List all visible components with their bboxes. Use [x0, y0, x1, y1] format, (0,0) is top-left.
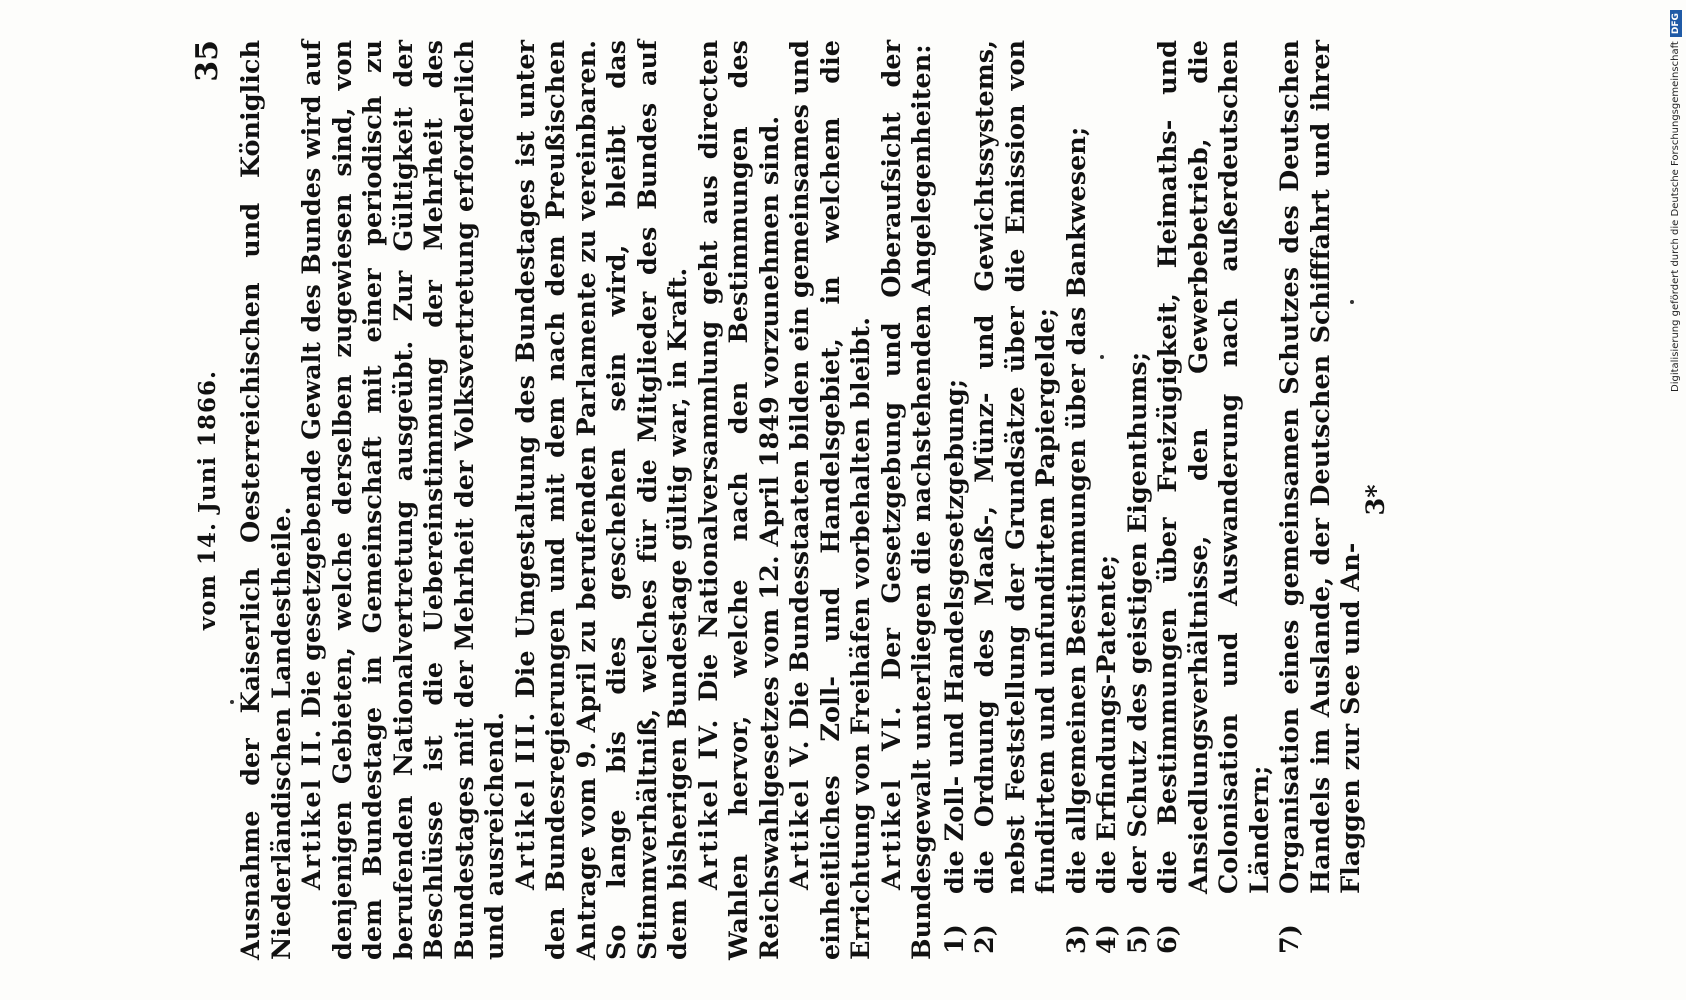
scan-speck — [230, 700, 234, 704]
list-text: die Bestimmungen über Freizügigkeit, Heimaths- und Ansiedlungsverhältnisse, den Gewerbebetrieb, die Colonisation und Auswanderung nach außerdeutschen Ländern; — [1153, 40, 1275, 894]
list-number: 2) — [970, 924, 1000, 954]
list-number: 5) — [1122, 924, 1153, 954]
list-text: die Erfindungs-Patente; — [1092, 554, 1122, 894]
list-text: die Zoll- und Handelsgesetzgebung; — [939, 378, 970, 894]
article-6 — [877, 40, 938, 960]
article-text: Die Nationalversammlung geht aus directen Wahlen hervor, welche nach den Bestimmungen des Reichswahlgesetzes vom 12. April 1849 vorzunehmen sind. — [693, 40, 785, 960]
article-label: Artikel III. — [510, 710, 541, 890]
article-text: Die gesetzgebende Gewalt des Bundes wird auf denjenigen Gebieten, welche derselben zugewiesen sind, von dem Bundestage in Gemeinschaft mit einer periodisch zu berufenden Nationalvertretung ausgeübt. Zur Gültigkeit der Beschlüsse ist die Uebereinstimmung der Mehrheit des Bundestages mit der Mehrheit der Volksvertretung erforderlich und ausreichend. — [297, 40, 510, 960]
page-number: 35 — [190, 40, 225, 82]
running-head — [190, 40, 230, 960]
article-label: Artikel II. — [297, 727, 327, 890]
article-3 — [511, 40, 694, 960]
rotated-page-content — [190, 40, 1470, 960]
scan-speck — [1100, 355, 1104, 359]
competence-list — [940, 40, 1367, 960]
continuation-paragraph: Ausnahme der Kaiserlich Oesterreichischen und Königlich Niederländischen Landestheile. — [236, 40, 297, 960]
credit-strip — [1668, 0, 1686, 1000]
list-item — [970, 40, 1062, 960]
article-label: Artikel VI. — [876, 704, 907, 890]
list-text: Organisation eines gemeinsamen Schutzes des Deutschen Handels im Auslande, der Deutschen Schifffahrt und ihrer Flaggen zur See und An- — [1275, 40, 1366, 894]
list-number: 6) — [1153, 924, 1183, 954]
body-text — [236, 40, 1391, 960]
list-text: der Schutz des geistigen Eigenthums; — [1122, 351, 1153, 894]
credit-text: Digitalisierung gefördert durch die Deutsche Forschungsgemeinschaft — [1670, 41, 1681, 392]
article-2 — [297, 40, 511, 960]
list-text: die Ordnung des Maaß-, Münz- und Gewichtssystems, nebst Feststellung der Grundsätze über die Emission von fundirtem und unfundirtem Papiergelde; — [970, 40, 1061, 894]
list-item — [940, 40, 971, 960]
article-4 — [694, 40, 786, 960]
list-text: die allgemeinen Bestimmungen über das Bankwesen; — [1061, 126, 1092, 894]
list-item — [1092, 40, 1123, 960]
article-label: Artikel V. — [785, 738, 815, 890]
running-title: vom 14. Juni 1866. — [194, 369, 221, 631]
article-label: Artikel IV. — [693, 717, 724, 890]
dfg-logo: DFG — [1670, 10, 1682, 37]
list-item — [1062, 40, 1093, 960]
article-text: Der Gesetzgebung und Oberaufsicht der Bundesgewalt unterliegen die nachstehenden Angelegenheiten: — [876, 40, 937, 960]
list-number: 4) — [1092, 924, 1122, 954]
article-text: Die Umgestaltung des Bundestages ist unter den Bundesregierungen und mit dem nach dem Preußischen Antrage vom 9. April zu berufenden Parlamente zu vereinbaren. So lange bis dies geschehen sein wird, bleibt das Stimmverhältniß, welches für die Mitglieder des Bundes auf dem bisherigen Bundestage gültig war, in Kraft. — [510, 40, 693, 960]
list-number: 7) — [1275, 924, 1305, 954]
list-item — [1153, 40, 1275, 960]
list-number: 3) — [1061, 924, 1092, 954]
list-item — [1275, 40, 1367, 960]
article-text: Die Bundesstaaten bilden ein gemeinsames und einheitliches Zoll- und Handelsgebiet, in welchem die Errichtung von Freihäfen vorbehalten bleibt. — [785, 40, 876, 960]
scan-speck — [1350, 300, 1354, 304]
list-item — [1123, 40, 1154, 960]
signature-mark: 3* — [1360, 484, 1391, 516]
list-number: 1) — [939, 924, 970, 954]
credit-rotated — [1670, 10, 1682, 392]
article-5 — [785, 40, 877, 960]
